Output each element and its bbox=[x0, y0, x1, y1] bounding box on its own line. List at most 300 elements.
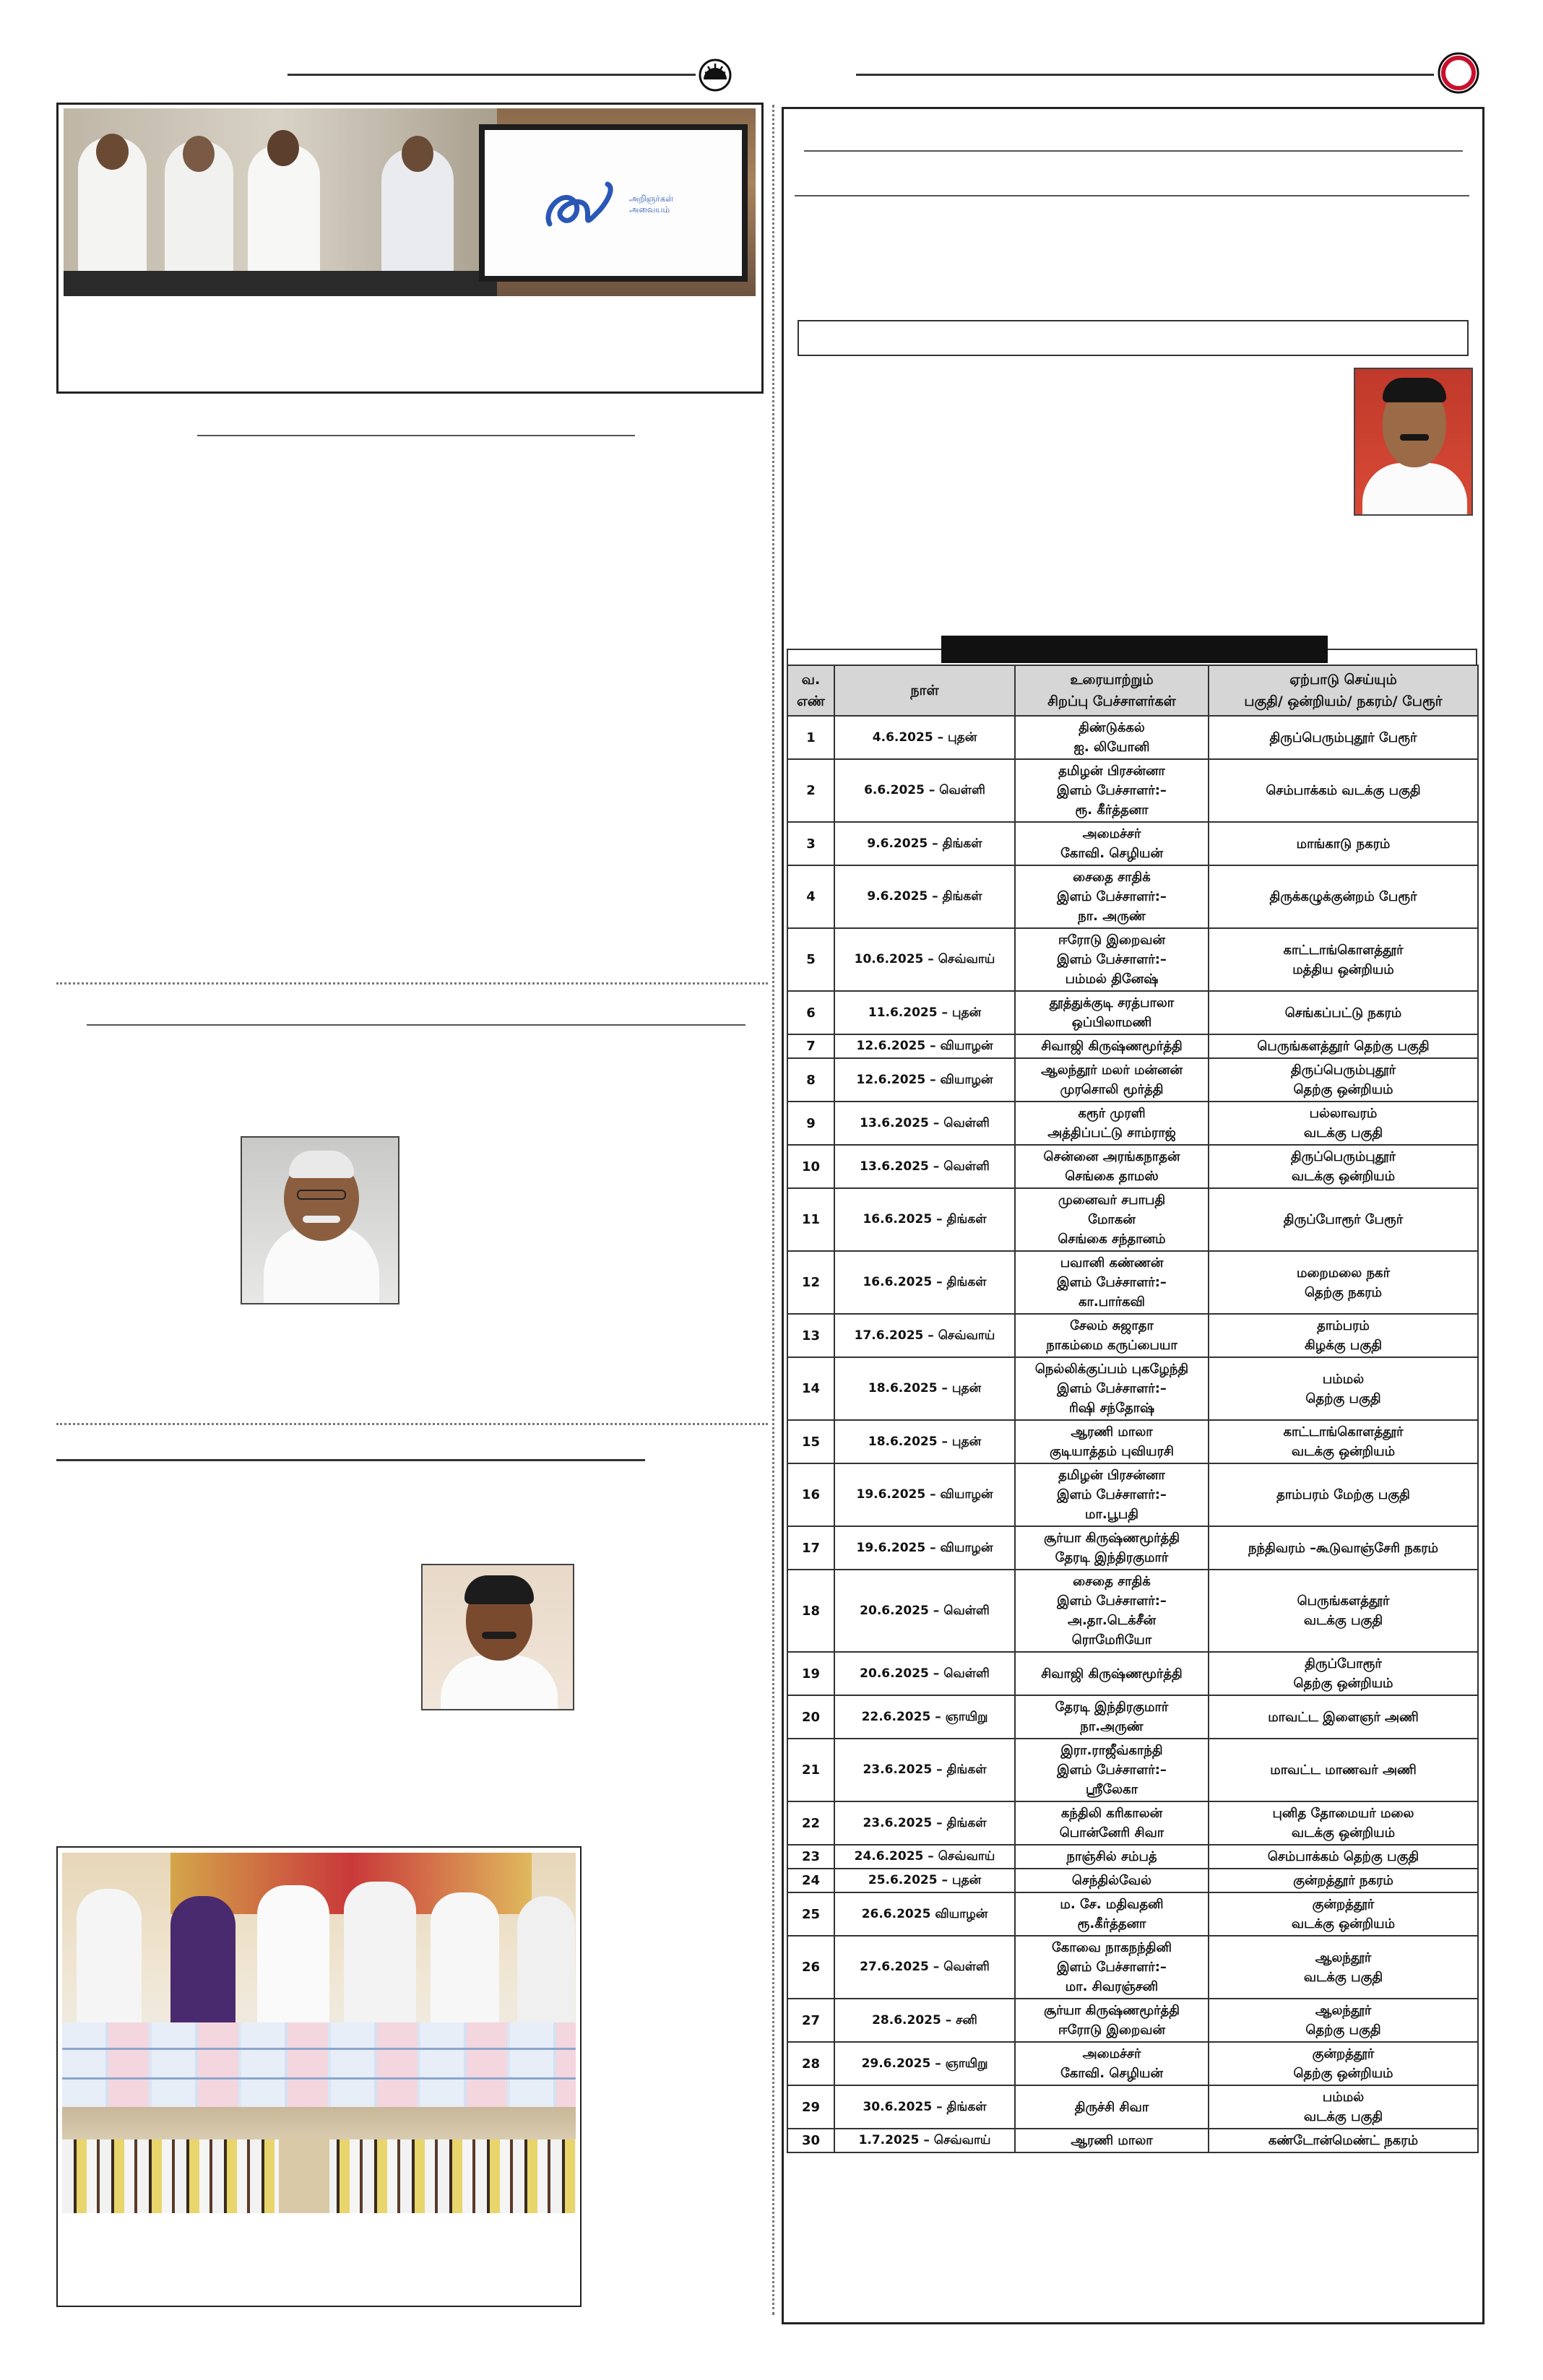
schedule-speakers bbox=[1015, 1695, 1209, 1739]
red-ring-emblem-icon bbox=[1436, 51, 1481, 95]
speaker-name: நாகம்மை கருப்பையா bbox=[1046, 1338, 1177, 1353]
schedule-venue bbox=[1209, 1869, 1478, 1892]
schedule-speakers bbox=[1015, 1570, 1209, 1652]
speaker-name: சிவாஜி கிருஷ்ணமூர்த்தி bbox=[1041, 1039, 1183, 1054]
right-subhead-box bbox=[798, 320, 1469, 356]
schedule-speakers bbox=[1015, 1892, 1209, 1936]
schedule-date: 26.6.2025 வியாழன் bbox=[834, 1892, 1015, 1936]
schedule-speakers bbox=[1015, 716, 1209, 759]
schedule-speakers bbox=[1015, 1420, 1209, 1463]
schedule-speakers bbox=[1015, 1251, 1209, 1314]
schedule-row bbox=[787, 865, 1478, 928]
header-serial: வ. எண் bbox=[787, 665, 834, 716]
speaker-name: இளம் பேச்சாளர்:– bbox=[1057, 1593, 1167, 1609]
speaker-name: அமைச்சர் bbox=[1082, 2046, 1141, 2061]
header-rule-left bbox=[288, 74, 696, 76]
schedule-date: 9.6.2025 – திங்கள் bbox=[834, 865, 1015, 928]
schedule-serial: 17 bbox=[787, 1526, 834, 1570]
venue-name: நந்திவரம் –கூடுவாஞ்சேரி நகரம் bbox=[1248, 1540, 1439, 1556]
speaker-name: ஈரோடு இறைவன் bbox=[1058, 2022, 1165, 2038]
speaker-name: ரூ. கீர்த்தனா bbox=[1075, 802, 1149, 818]
schedule-date: 16.6.2025 – திங்கள் bbox=[834, 1188, 1015, 1251]
schedule-venue bbox=[1209, 1801, 1478, 1845]
schedule-date: 27.6.2025 – வெள்ளி bbox=[834, 1936, 1015, 1999]
schedule-row bbox=[787, 1999, 1478, 2042]
schedule-serial: 27 bbox=[787, 1999, 834, 2042]
speaker-name: தமிழன் பிரசன்னா bbox=[1058, 763, 1165, 779]
schedule-date: 4.6.2025 – புதன் bbox=[834, 716, 1015, 759]
speaker-name: இளம் பேச்சாளர்:– bbox=[1057, 1275, 1167, 1290]
speaker-name: இரா.ராஜீவ்காந்தி bbox=[1060, 1743, 1163, 1758]
schedule-title-bar bbox=[941, 636, 1328, 663]
schedule-serial: 19 bbox=[787, 1652, 834, 1695]
schedule-speakers bbox=[1015, 1463, 1209, 1526]
schedule-date: 19.6.2025 – வியாழன் bbox=[834, 1526, 1015, 1570]
schedule-serial: 16 bbox=[787, 1463, 834, 1526]
speaker-name: இளம் பேச்சாளர்:– bbox=[1057, 889, 1167, 904]
schedule-venue bbox=[1209, 1357, 1478, 1420]
header-speakers: உரையாற்றும் சிறப்பு பேச்சாளர்கள் bbox=[1015, 665, 1209, 716]
speaker-name: நாஞ்சில் சம்பத் bbox=[1066, 1849, 1157, 1864]
speaker-name: ரூ.கீர்த்தனா bbox=[1077, 1916, 1146, 1931]
speaker-name: குடியாத்தம் புவியரசி bbox=[1050, 1444, 1174, 1459]
schedule-venue bbox=[1209, 1314, 1478, 1357]
event-photo-distribution bbox=[62, 1853, 576, 2107]
schedule-venue bbox=[1209, 2129, 1478, 2152]
schedule-speakers bbox=[1015, 928, 1209, 991]
schedule-venue bbox=[1209, 1251, 1478, 1314]
schedule-venue bbox=[1209, 1420, 1478, 1463]
schedule-serial: 15 bbox=[787, 1420, 834, 1463]
schedule-row bbox=[787, 1936, 1478, 1999]
header-venue: ஏற்பாடு செய்யும் பகுதி/ ஒன்றியம்/ நகரம்/ பேரூர் bbox=[1209, 665, 1478, 716]
schedule-row bbox=[787, 1102, 1478, 1145]
schedule-row bbox=[787, 1314, 1478, 1357]
speaker-schedule-table bbox=[787, 665, 1479, 2153]
event-photo-audience bbox=[62, 2107, 576, 2213]
speaker-name: பவானி கண்ணன் bbox=[1060, 1255, 1164, 1271]
schedule-serial: 4 bbox=[787, 865, 834, 928]
schedule-date: 19.6.2025 – வியாழன் bbox=[834, 1463, 1015, 1526]
schedule-date: 9.6.2025 – திங்கள் bbox=[834, 822, 1015, 865]
header-date: நாள் bbox=[834, 665, 1015, 716]
schedule-venue bbox=[1209, 1570, 1478, 1652]
schedule-speakers bbox=[1015, 1314, 1209, 1357]
schedule-date: 20.6.2025 – வெள்ளி bbox=[834, 1652, 1015, 1695]
kit-stack-rows bbox=[62, 2022, 576, 2107]
schedule-row bbox=[787, 1570, 1478, 1652]
schedule-venue bbox=[1209, 1845, 1478, 1869]
schedule-speakers bbox=[1015, 2085, 1209, 2129]
schedule-row bbox=[787, 2085, 1478, 2129]
schedule-venue bbox=[1209, 1034, 1478, 1058]
schedule-speakers bbox=[1015, 1526, 1209, 1570]
schedule-serial: 12 bbox=[787, 1251, 834, 1314]
venue-name: வடக்கு பகுதி bbox=[1303, 1613, 1383, 1628]
schedule-row bbox=[787, 1695, 1478, 1739]
schedule-row bbox=[787, 1892, 1478, 1936]
schedule-serial: 20 bbox=[787, 1695, 834, 1739]
person-head bbox=[267, 130, 299, 166]
speaker-name: ரிஷி சந்தோஷ் bbox=[1068, 1401, 1155, 1416]
schedule-venue bbox=[1209, 1188, 1478, 1251]
schedule-serial: 24 bbox=[787, 1869, 834, 1892]
schedule-row bbox=[787, 1526, 1478, 1570]
speaker-name: இளம் பேச்சாளர்:– bbox=[1057, 783, 1167, 798]
schedule-row bbox=[787, 822, 1478, 865]
speaker-name: ம. சே. மதிவதனி bbox=[1060, 1897, 1164, 1912]
speaker-name: அத்திப்பட்டு சாம்ராஜ் bbox=[1047, 1125, 1176, 1141]
schedule-venue bbox=[1209, 1102, 1478, 1145]
schedule-body bbox=[787, 716, 1478, 2152]
schedule-serial: 10 bbox=[787, 1145, 834, 1188]
speaker-name: சேலம் சுஜாதா bbox=[1070, 1318, 1154, 1333]
schedule-serial: 26 bbox=[787, 1936, 834, 1999]
schedule-serial: 6 bbox=[787, 991, 834, 1034]
venue-name: வடக்கு ஒன்றியம் bbox=[1291, 1825, 1396, 1840]
venue-name: திருப்போரூர் பேரூர் bbox=[1283, 1212, 1404, 1227]
speaker-name: சிவாஜி கிருஷ்ணமூர்த்தி bbox=[1041, 1666, 1183, 1682]
schedule-date: 18.6.2025 – புதன் bbox=[834, 1420, 1015, 1463]
right-headline-rule-1 bbox=[804, 150, 1463, 152]
schedule-row bbox=[787, 2129, 1478, 2152]
schedule-speakers bbox=[1015, 1357, 1209, 1420]
speaker-name: இளம் பேச்சாளர்:– bbox=[1057, 1487, 1167, 1502]
speaker-name: சைதை சாதிக் bbox=[1073, 1574, 1151, 1589]
schedule-speakers bbox=[1015, 1801, 1209, 1845]
venue-name: தெற்கு நகரம் bbox=[1305, 1284, 1382, 1300]
schedule-date: 23.6.2025 – திங்கள் bbox=[834, 1739, 1015, 1801]
schedule-venue bbox=[1209, 1739, 1478, 1801]
schedule-row bbox=[787, 1357, 1478, 1420]
schedule-speakers bbox=[1015, 1145, 1209, 1188]
schedule-date: 12.6.2025 – வியாழன் bbox=[834, 1034, 1015, 1058]
schedule-venue bbox=[1209, 1892, 1478, 1936]
schedule-serial: 2 bbox=[787, 759, 834, 822]
schedule-date: 17.6.2025 – செவ்வாய் bbox=[834, 1314, 1015, 1357]
venue-name: திருப்பெரும்புதூர் bbox=[1290, 1063, 1396, 1078]
schedule-date: 22.6.2025 – ஞாயிறு bbox=[834, 1695, 1015, 1739]
schedule-speakers bbox=[1015, 1652, 1209, 1695]
speaker-name: ஆலந்தூர் மலர் மன்னன் bbox=[1041, 1063, 1183, 1078]
venue-name: மாங்காடு நகரம் bbox=[1296, 836, 1391, 852]
schedule-venue bbox=[1209, 991, 1478, 1034]
venue-name: கண்டோன்மெண்ட் நகரம் bbox=[1268, 2133, 1419, 2148]
left-section-divider-1 bbox=[56, 982, 768, 985]
schedule-serial: 28 bbox=[787, 2042, 834, 2085]
speaker-name: நா. அருண் bbox=[1078, 909, 1146, 924]
schedule-speakers bbox=[1015, 2042, 1209, 2085]
venue-name: புனித தோமையர் மலை bbox=[1272, 1806, 1414, 1821]
venue-name: மாவட்ட இளைஞர் அணி bbox=[1268, 1709, 1419, 1725]
speaker-name: மா.பூபதி bbox=[1084, 1507, 1139, 1522]
speaker-name: செங்கை தாமஸ் bbox=[1065, 1169, 1159, 1184]
left-article-rule-3 bbox=[56, 1459, 645, 1461]
schedule-row bbox=[787, 2042, 1478, 2085]
speaker-name: திண்டுக்கல் bbox=[1079, 720, 1145, 735]
header-rule-right bbox=[856, 74, 1434, 76]
schedule-row bbox=[787, 1739, 1478, 1801]
person-head bbox=[96, 134, 129, 170]
schedule-venue bbox=[1209, 1526, 1478, 1570]
venue-name: செங்கப்பட்டு நகரம் bbox=[1284, 1005, 1402, 1021]
schedule-date: 13.6.2025 – வெள்ளி bbox=[834, 1145, 1015, 1188]
venue-name: பல்லாவரம் bbox=[1309, 1106, 1378, 1121]
venue-name: தெற்கு ஒன்றியம் bbox=[1293, 2066, 1393, 2081]
schedule-speakers bbox=[1015, 1102, 1209, 1145]
schedule-row bbox=[787, 1420, 1478, 1463]
speaker-name: மா. சிவரஞ்சனி bbox=[1065, 1979, 1159, 1994]
speaker-name: முனைவர் சபாபதி bbox=[1058, 1193, 1166, 1208]
venue-name: காட்டாங்கொளத்தூர் bbox=[1283, 1424, 1404, 1440]
schedule-venue bbox=[1209, 1936, 1478, 1999]
schedule-date: 11.6.2025 – புதன் bbox=[834, 991, 1015, 1034]
venue-name: வடக்கு பகுதி bbox=[1303, 1125, 1383, 1141]
schedule-serial: 1 bbox=[787, 716, 834, 759]
speaker-name: கா.பார்கவி bbox=[1079, 1294, 1145, 1310]
schedule-speakers bbox=[1015, 865, 1209, 928]
schedule-serial: 21 bbox=[787, 1739, 834, 1801]
schedule-speakers bbox=[1015, 1845, 1209, 1869]
column-divider bbox=[772, 105, 774, 2315]
speaker-name: முரசொலி மூர்த்தி bbox=[1060, 1082, 1164, 1097]
schedule-serial: 8 bbox=[787, 1058, 834, 1102]
right-headline-rule-2 bbox=[795, 195, 1469, 196]
academy-logo-icon bbox=[535, 166, 636, 246]
schedule-venue bbox=[1209, 2085, 1478, 2129]
schedule-row bbox=[787, 1145, 1478, 1188]
schedule-date: 28.6.2025 – சனி bbox=[834, 1999, 1015, 2042]
schedule-row bbox=[787, 1652, 1478, 1695]
schedule-speakers bbox=[1015, 1739, 1209, 1801]
event-photo-screen-launch bbox=[64, 108, 756, 296]
schedule-serial: 30 bbox=[787, 2129, 834, 2152]
schedule-venue bbox=[1209, 716, 1478, 759]
leader-portrait-elder bbox=[241, 1136, 399, 1304]
schedule-speakers bbox=[1015, 1999, 1209, 2042]
schedule-speakers bbox=[1015, 991, 1209, 1034]
speaker-name: இளம் பேச்சாளர்:– bbox=[1057, 1960, 1167, 1975]
schedule-date: 6.6.2025 – வெள்ளி bbox=[834, 759, 1015, 822]
left-section-divider-2 bbox=[56, 1423, 768, 1425]
schedule-row bbox=[787, 1463, 1478, 1526]
schedule-speakers bbox=[1015, 822, 1209, 865]
speaker-name: தூத்துக்குடி சரத்பாலா bbox=[1049, 995, 1175, 1011]
schedule-row bbox=[787, 1845, 1478, 1869]
schedule-venue bbox=[1209, 2042, 1478, 2085]
screen-caption-line1: அறிஞர்கள் bbox=[629, 194, 674, 204]
speaker-name: சென்னை அரங்கநாதன் bbox=[1043, 1149, 1180, 1164]
speaker-name: தமிழன் பிரசன்னா bbox=[1058, 1468, 1165, 1483]
speaker-name: ரொமேரியோ bbox=[1071, 1632, 1152, 1648]
presentation-screen bbox=[479, 124, 748, 282]
venue-name: செம்பாக்கம் வடக்கு பகுதி bbox=[1266, 783, 1421, 798]
speaker-name: ஆரணி மாலா bbox=[1071, 2133, 1153, 2148]
speaker-name: பம்மல் தினேஷ் bbox=[1065, 972, 1159, 987]
schedule-date: 23.6.2025 – திங்கள் bbox=[834, 1801, 1015, 1845]
venue-name: திருப்பெரும்புதூர் பேரூர் bbox=[1269, 730, 1417, 745]
schedule-speakers bbox=[1015, 1188, 1209, 1251]
schedule-date: 24.6.2025 – செவ்வாய் bbox=[834, 1845, 1015, 1869]
person-head bbox=[402, 136, 433, 172]
schedule-header-row bbox=[787, 665, 1478, 716]
schedule-speakers bbox=[1015, 1034, 1209, 1058]
schedule-row bbox=[787, 991, 1478, 1034]
speaker-name: இளம் பேச்சாளர்:– bbox=[1057, 1381, 1167, 1396]
speaker-name: நெல்லிக்குப்பம் புகழேந்தி bbox=[1034, 1362, 1189, 1377]
rising-sun-emblem-icon bbox=[698, 58, 732, 92]
leader-portrait-young bbox=[421, 1564, 574, 1710]
schedule-row bbox=[787, 928, 1478, 991]
schedule-venue bbox=[1209, 1999, 1478, 2042]
speaker-name: சூர்யா கிருஷ்ணமூர்த்தி bbox=[1043, 1531, 1180, 1546]
schedule-serial: 18 bbox=[787, 1570, 834, 1652]
schedule-row bbox=[787, 1869, 1478, 1892]
schedule-row bbox=[787, 1801, 1478, 1845]
venue-name: தெற்கு ஒன்றியம் bbox=[1293, 1676, 1393, 1691]
venue-name: மத்திய ஒன்றியம் bbox=[1292, 961, 1394, 977]
person-head bbox=[183, 136, 215, 172]
speaker-name: கந்திலி கரிகாலன் bbox=[1060, 1806, 1163, 1821]
schedule-venue bbox=[1209, 1652, 1478, 1695]
schedule-speakers bbox=[1015, 2129, 1209, 2152]
speaker-name: செந்தில்வேல் bbox=[1071, 1873, 1152, 1888]
schedule-date: 18.6.2025 – புதன் bbox=[834, 1357, 1015, 1420]
left-article-rule-1 bbox=[197, 435, 635, 436]
schedule-speakers bbox=[1015, 1869, 1209, 1892]
speaker-name: நா.அருண் bbox=[1080, 1719, 1144, 1734]
schedule-serial: 13 bbox=[787, 1314, 834, 1357]
schedule-venue bbox=[1209, 1145, 1478, 1188]
speaker-name: தேரடி இந்திரகுமார் bbox=[1055, 1550, 1169, 1565]
speaker-name: அமைச்சர் bbox=[1082, 826, 1141, 841]
schedule-serial: 3 bbox=[787, 822, 834, 865]
speaker-name: ஐ. லியோனி bbox=[1073, 740, 1150, 755]
schedule-date: 25.6.2025 – புதன் bbox=[834, 1869, 1015, 1892]
schedule-serial: 23 bbox=[787, 1845, 834, 1869]
speaker-name: கோவி. செழியன் bbox=[1060, 2066, 1163, 2081]
speaker-name: இளம் பேச்சாளர்:– bbox=[1057, 1762, 1167, 1778]
speaker-name: ஒப்பிலாமணி bbox=[1071, 1015, 1152, 1030]
schedule-row bbox=[787, 1034, 1478, 1058]
speaker-name: கரூர் முரளி bbox=[1078, 1106, 1146, 1121]
schedule-row bbox=[787, 1188, 1478, 1251]
venue-name: திருப்பெரும்புதூர் bbox=[1290, 1149, 1396, 1164]
schedule-venue bbox=[1209, 865, 1478, 928]
venue-name: வடக்கு ஒன்றியம் bbox=[1291, 1444, 1396, 1459]
venue-name: கிழக்கு பகுதி bbox=[1305, 1338, 1382, 1353]
schedule-venue bbox=[1209, 822, 1478, 865]
speaker-name: அ.தா.டெக்சீன் bbox=[1067, 1613, 1157, 1628]
speaker-name: மோகன் bbox=[1088, 1212, 1136, 1227]
speaker-name: கோவை நாகநந்தினி bbox=[1051, 1940, 1172, 1955]
venue-name: தாம்பரம் மேற்கு பகுதி bbox=[1276, 1487, 1410, 1502]
schedule-serial: 7 bbox=[787, 1034, 834, 1058]
venue-name: வடக்கு ஒன்றியம் bbox=[1291, 1169, 1396, 1184]
speaker-name: பொன்னேரி சிவா bbox=[1059, 1825, 1164, 1840]
schedule-serial: 29 bbox=[787, 2085, 834, 2129]
venue-name: காட்டாங்கொளத்தூர் bbox=[1283, 942, 1404, 958]
schedule-speakers bbox=[1015, 1936, 1209, 1999]
schedule-row bbox=[787, 716, 1478, 759]
leader-portrait-right bbox=[1354, 368, 1473, 516]
schedule-venue bbox=[1209, 1058, 1478, 1102]
schedule-venue bbox=[1209, 1695, 1478, 1739]
schedule-venue bbox=[1209, 928, 1478, 991]
venue-name: தெற்கு பகுதி bbox=[1305, 2022, 1381, 2038]
schedule-date: 16.6.2025 – திங்கள் bbox=[834, 1251, 1015, 1314]
table bbox=[64, 271, 497, 296]
schedule-date: 13.6.2025 – வெள்ளி bbox=[834, 1102, 1015, 1145]
venue-name: வடக்கு ஒன்றியம் bbox=[1291, 1916, 1396, 1931]
venue-name: திருப்போரூர் bbox=[1305, 1656, 1382, 1671]
venue-name: பெருங்களத்தூர் bbox=[1297, 1593, 1390, 1609]
venue-name: குன்றத்தூர் நகரம் bbox=[1293, 1873, 1393, 1888]
venue-name: மறைமலை நகர் bbox=[1297, 1265, 1390, 1281]
schedule-date: 12.6.2025 – வியாழன் bbox=[834, 1058, 1015, 1102]
schedule-venue bbox=[1209, 1463, 1478, 1526]
venue-name: செம்பாக்கம் தெற்கு பகுதி bbox=[1267, 1849, 1419, 1864]
venue-name: ஆலந்தூர் bbox=[1315, 2003, 1372, 2018]
venue-name: தெற்கு பகுதி bbox=[1305, 1390, 1381, 1406]
speaker-name: ஆரணி மாலா bbox=[1071, 1424, 1153, 1440]
speaker-name: ஈரோடு இறைவன் bbox=[1058, 932, 1165, 948]
venue-name: பெருங்களத்தூர் தெற்கு பகுதி bbox=[1257, 1039, 1430, 1054]
schedule-serial: 11 bbox=[787, 1188, 834, 1251]
schedule-serial: 9 bbox=[787, 1102, 834, 1145]
venue-name: தாம்பரம் bbox=[1317, 1318, 1370, 1333]
speaker-name: கோவி. செழியன் bbox=[1060, 846, 1163, 861]
screen-caption bbox=[629, 194, 673, 215]
venue-name: மாவட்ட மாணவர் அணி bbox=[1270, 1762, 1417, 1778]
speaker-name: சைதை சாதிக் bbox=[1073, 870, 1151, 885]
schedule-serial: 25 bbox=[787, 1892, 834, 1936]
speaker-name: தேரடி இந்திரகுமார் bbox=[1055, 1700, 1169, 1715]
venue-name: பம்மல் bbox=[1322, 2090, 1365, 2105]
schedule-venue bbox=[1209, 759, 1478, 822]
schedule-date: 30.6.2025 – திங்கள் bbox=[834, 2085, 1015, 2129]
speaker-name: ஸ்ரீலேகா bbox=[1085, 1782, 1138, 1797]
schedule-date: 29.6.2025 – ஞாயிறு bbox=[834, 2042, 1015, 2085]
left-article-rule-2 bbox=[87, 1024, 745, 1026]
schedule-serial: 5 bbox=[787, 928, 834, 991]
schedule-serial: 22 bbox=[787, 1801, 834, 1845]
venue-name: ஆலந்தூர் bbox=[1315, 1950, 1372, 1965]
venue-name: தெற்கு ஒன்றியம் bbox=[1293, 1082, 1393, 1097]
screen-caption-line2: அவையம் bbox=[629, 204, 670, 215]
schedule-serial: 14 bbox=[787, 1357, 834, 1420]
schedule-row bbox=[787, 759, 1478, 822]
speaker-name: சூர்யா கிருஷ்ணமூர்த்தி bbox=[1043, 2003, 1180, 2018]
aisle bbox=[279, 2136, 329, 2213]
schedule-date: 1.7.2025 – செவ்வாய் bbox=[834, 2129, 1015, 2152]
schedule-date: 10.6.2025 – செவ்வாய் bbox=[834, 928, 1015, 991]
venue-name: குன்றத்தூர் bbox=[1312, 2046, 1375, 2061]
schedule-speakers bbox=[1015, 759, 1209, 822]
schedule-row bbox=[787, 1058, 1478, 1102]
speaker-name: திருச்சி சிவா bbox=[1074, 2099, 1149, 2115]
speaker-name: இளம் பேச்சாளர்:– bbox=[1057, 952, 1167, 967]
venue-name: குன்றத்தூர் bbox=[1312, 1897, 1375, 1912]
schedule-speakers bbox=[1015, 1058, 1209, 1102]
schedule-date: 20.6.2025 – வெள்ளி bbox=[834, 1570, 1015, 1652]
venue-name: வடக்கு பகுதி bbox=[1303, 2109, 1383, 2124]
schedule-row bbox=[787, 1251, 1478, 1314]
venue-name: திருக்கழுக்குன்றம் பேரூர் bbox=[1269, 889, 1417, 904]
venue-name: பம்மல் bbox=[1322, 1371, 1365, 1387]
speaker-name: செங்கை சந்தானம் bbox=[1058, 1232, 1166, 1247]
venue-name: வடக்கு பகுதி bbox=[1303, 1969, 1383, 1985]
